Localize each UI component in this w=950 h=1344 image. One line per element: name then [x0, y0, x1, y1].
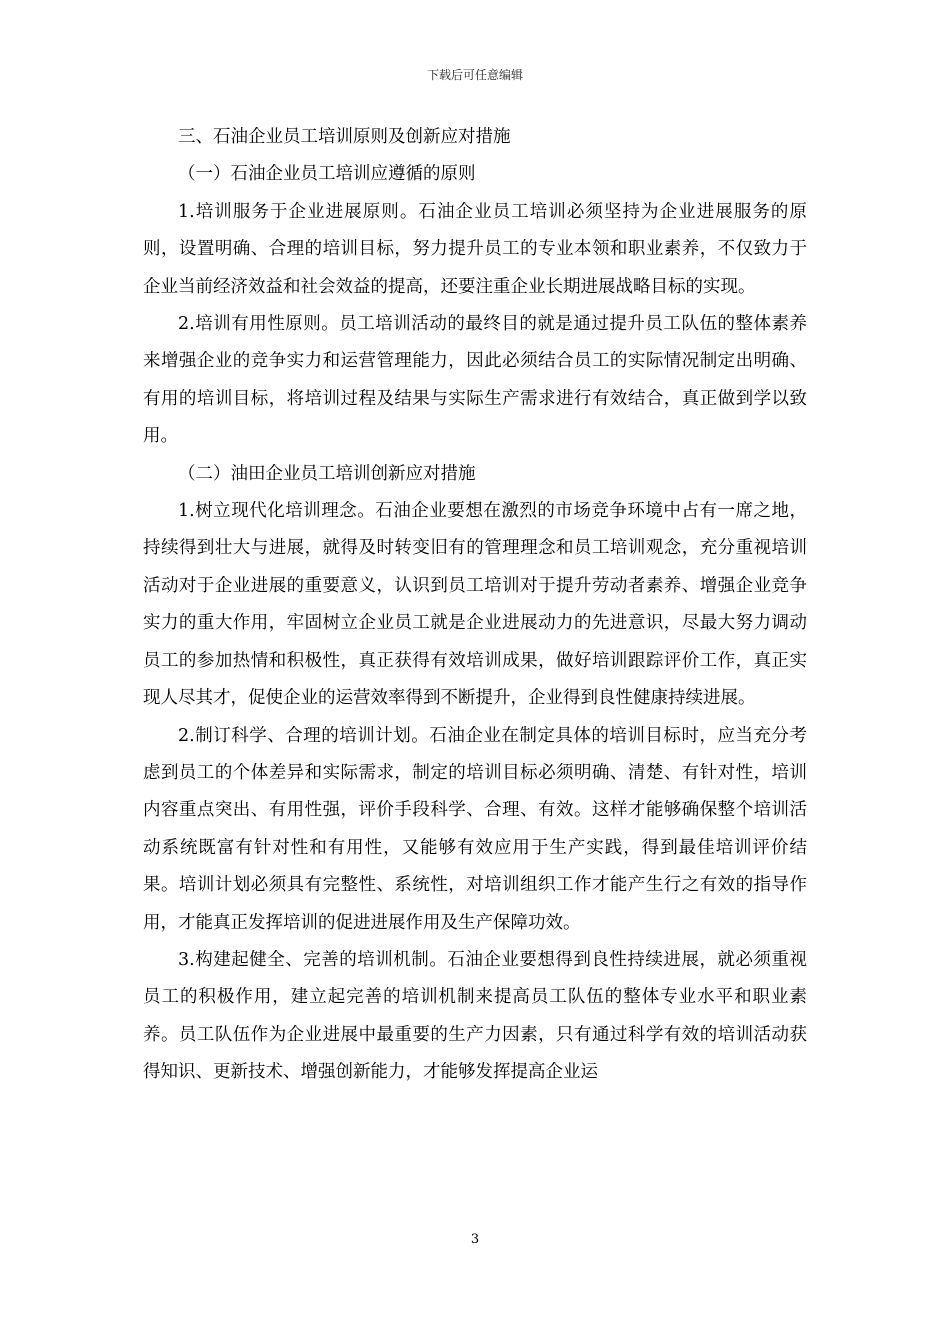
- paragraph-training-plan: 2.制订科学、合理的培训计划。石油企业在制定具体的培训目标时，应当充分考虑到员工的个体差异和实际需求，制定的培训目标必须明确、清楚、有针对性，培训内容重点突出、有用性强，评价手段科学、合理、有效。这样才能够确保整个培训活动系统既富有针对性和有用性，又能够有效应用于生产实践，得到最佳培训评价结果。培训计划必须具有完整性、系统性，对培训组织工作才能产生行之有效的指导作用，才能真正发挥培训的促进进展作用及生产保障功效。: [143, 725, 807, 933]
- paragraph-training-mechanism: 3.构建起健全、完善的培训机制。石油企业要想得到良性持续进展，就必须重视员工的积极作用，建立起完善的培训机制来提高员工队伍的整体专业水平和职业素养。员工队伍作为企业进展中最重要的生产力因素，只有通过科学有效的培训活动获得知识、更新技术、增强创新能力，才能够发挥提高企业运: [143, 949, 807, 1083]
- section-heading: 三、石油企业员工培训原则及创新应对措施: [178, 127, 511, 147]
- paragraph-training-concept: 1.树立现代化培训理念。石油企业要想在激烈的市场竞争环境中占有一席之地，持续得到壮大与进展，就得及时转变旧有的管理理念和员工培训观念，充分重视培训活动对于企业进展的重要意义，认识到员工培训对于提升劳动者素养、增强企业竞争实力的重大作用，牢固树立企业员工就是企业进展动力的先进意识，尽最大努力调动员工的参加热情和积极性，真正获得有效培训成果，做好培训跟踪评价工作，真正实现人尽其才，促使企业的运营效率得到不断提升，企业得到良性健康持续进展。: [143, 501, 807, 709]
- page-header: 下载后可任意编辑: [426, 68, 523, 82]
- page-number: 3: [470, 1232, 480, 1247]
- subheading-principles: （一）石油企业员工培训应遵循的原则: [178, 164, 476, 185]
- subheading-measures: （二）油田企业员工培训创新应对措施: [178, 463, 476, 484]
- document-body: [143, 119, 807, 1092]
- paragraph-service-principle: 1.培训服务于企业进展原则。石油企业员工培训必须坚持为企业进展服务的原则，设置明确、合理的培训目标，努力提升员工的专业本领和职业素养，不仅致力于企业当前经济效益和社会效益的提高，还要注重企业长期进展战略目标的实现。: [143, 201, 807, 297]
- paragraph-usefulness-principle: 2.培训有用性原则。员工培训活动的最终目的就是通过提升员工队伍的整体素养来增强企业的竞争实力和运营管理能力，因此必须结合员工的实际情况制定出明确、有用的培训目标，将培训过程及结果与实际生产需求进行有效结合，真正做到学以致用。: [143, 314, 807, 447]
